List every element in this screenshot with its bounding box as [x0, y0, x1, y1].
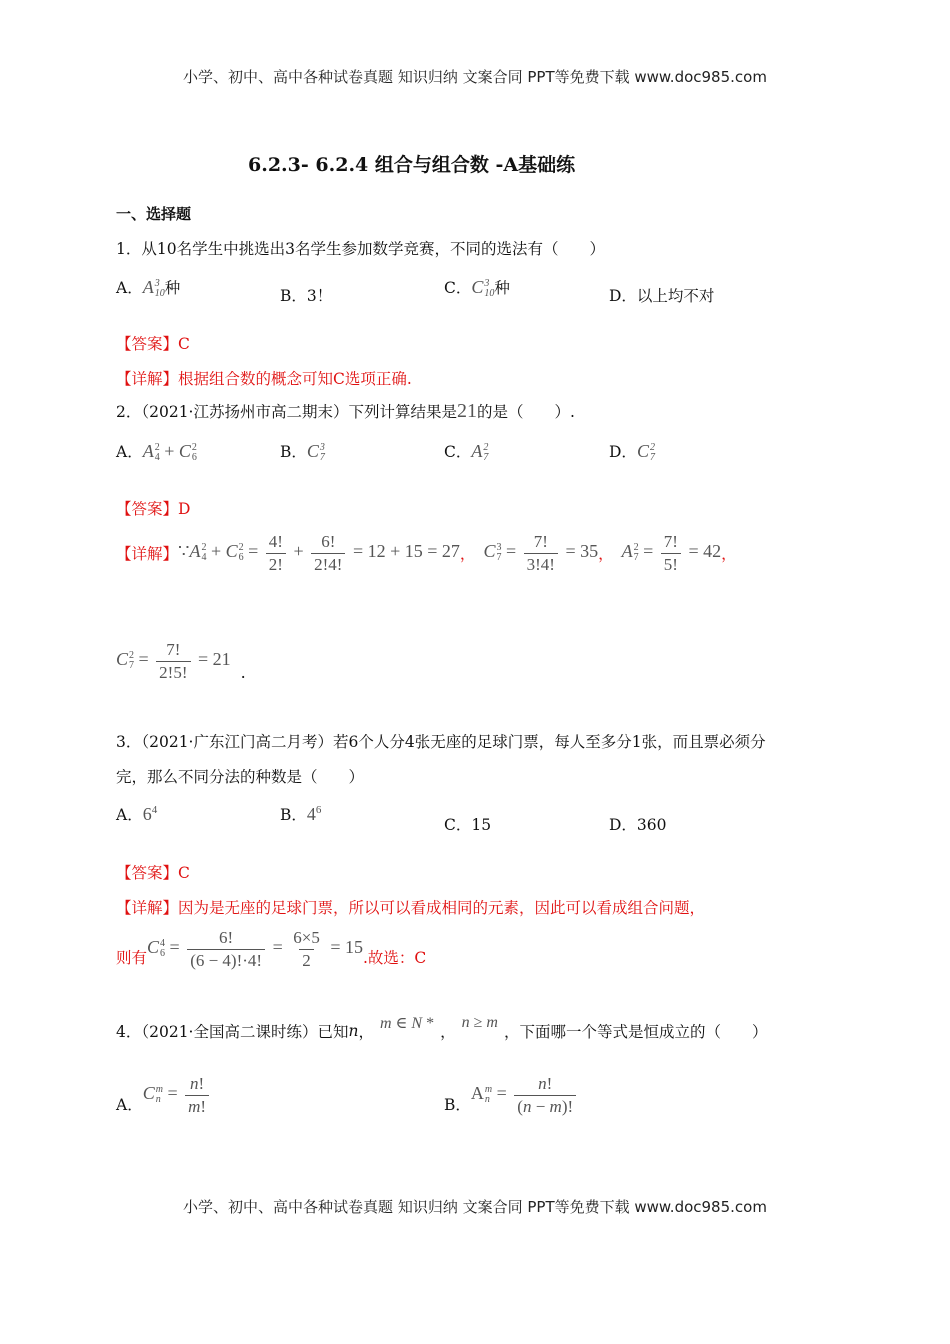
page-header: 小学、初中、高中各种试卷真题 知识归纳 文案合同 PPT等免费下载 www.doc985.com — [183, 68, 767, 86]
q2-comma-1: ， — [459, 545, 476, 564]
question-3-stem-line-2: 完，那么不同分法的种数是（ ） — [116, 768, 365, 786]
q1-option-c — [444, 276, 510, 299]
page-footer: 小学、初中、高中各种试卷真题 知识归纳 文案合同 PPT等免费下载 www.doc985.com — [183, 1198, 767, 1216]
q2-option-a — [116, 440, 197, 463]
q2-option-c-label: C． — [444, 443, 472, 461]
q3-option-d: D．360 — [609, 816, 667, 834]
question-3-stem-line-1: 3．（2021·广东江门高二月考）若6个人分4张无座的足球门票，每人至多分1张，而且票必须分 — [116, 733, 766, 751]
q1-answer: 【答案】C — [116, 335, 190, 353]
q1-option-a-suffix: 种 — [164, 279, 181, 297]
q2-explanation — [116, 532, 737, 574]
q3-option-a — [116, 803, 157, 825]
q1-explanation: 【详解】根据组合数的概念可知C选项正确. — [116, 370, 412, 388]
q2-stem-post: 的是（ ）. — [477, 403, 575, 421]
q2-option-c — [444, 440, 488, 463]
q4-option-a — [116, 1074, 212, 1116]
q4-option-b-label: B． — [444, 1096, 471, 1115]
q2-answer: 【答案】D — [116, 500, 191, 518]
q3-option-b-math: $4^6$ — [306, 804, 322, 824]
q1-option-c-label: C． — [444, 279, 472, 297]
q2-formula-4: C 2 7 = $\frac{7!}{2!5!}$ = 21 — [116, 640, 231, 682]
q3-answer: 【答案】C — [116, 864, 190, 882]
q2-formula-1: ∵A 2 4 + C 2 6 = $\frac{4!}{2!}$ + $\frac{6!}{2!4!}$ = 12 + 15 = 27 — [178, 532, 460, 574]
q2-stem-pre: 2．（2021·江苏扬州市高二期末）下列计算结果是 — [116, 403, 457, 421]
q2-option-c-math: A 2 7 — [471, 441, 489, 463]
q2-formula-2: C 3 7 = $\frac{7!}{3!4!}$ = 35 — [483, 532, 599, 574]
q1-option-a-label: A． — [116, 279, 143, 297]
q4-condition-1: m ∈ N * — [380, 1015, 435, 1032]
q1-option-a — [116, 276, 180, 299]
q4-option-a-label: A． — [116, 1096, 143, 1115]
q3-formula-line — [116, 928, 426, 970]
document-title: 6.2.3- 6.2.4 组合与组合数 -A基础练 — [248, 154, 576, 176]
q3-option-c: C．15 — [444, 816, 492, 834]
q2-option-b-label: B． — [280, 443, 307, 461]
q3-formula: C 4 6 = $\frac{6!}{(6 - 4)!\cdot 4!}$ = $\frac{6\times 5}{2}$ = 15 — [147, 928, 363, 970]
q2-formula-line-2 — [116, 640, 246, 682]
q1-option-c-math: C 3 10 — [471, 277, 495, 299]
q4-option-b-math: A m n = $\frac{n!}{(n - m)!}$ — [471, 1074, 579, 1116]
q2-option-d-label: D． — [609, 443, 637, 461]
question-4-stem — [116, 1014, 768, 1042]
q4-stem-comma: ， — [358, 1023, 374, 1041]
q2-option-b-math: C 3 7 — [306, 441, 325, 463]
q3-option-a-label: A． — [116, 806, 143, 824]
q2-option-d-math: C 2 7 — [636, 441, 655, 463]
q1-option-d: D．以上均不对 — [609, 287, 715, 305]
q2-comma-3: ， — [721, 545, 737, 564]
q4-stem-n: n — [348, 1022, 359, 1040]
question-2-stem — [116, 400, 575, 423]
q3-then-label: 则有 — [116, 949, 148, 968]
q1-option-a-math: A 3 10 — [142, 277, 165, 299]
q3-option-b — [280, 803, 321, 825]
q3-conclusion: .故选：C — [363, 949, 427, 968]
q2-explanation-label: 【详解】 — [116, 545, 179, 564]
q4-option-a-math: C m n = $\frac{n!}{m!}$ — [143, 1074, 212, 1116]
q4-condition-2: n ≥ m — [461, 1014, 498, 1031]
question-1-stem: 1．从10名学生中挑选出3名学生参加数学竞赛，不同的选法有（ ） — [116, 240, 605, 258]
q3-option-b-label: B． — [280, 806, 307, 824]
q4-stem-pre: 4．（2021·全国高二课时练）已知 — [116, 1023, 349, 1041]
q2-formula-3: A 2 7 = $\frac{7!}{5!}$ = 42 — [621, 532, 722, 574]
q4-stem-post: ，下面哪一个等式是恒成立的（ ） — [503, 1023, 768, 1041]
section-heading: 一、选择题 — [116, 205, 192, 223]
q2-option-a-math: A 2 4 + C 2 6 — [142, 441, 197, 463]
q4-stem-comma-2: ， — [440, 1023, 456, 1041]
q2-option-a-label: A． — [116, 443, 143, 461]
q4-option-b — [444, 1074, 579, 1116]
q2-period: . — [240, 662, 246, 682]
q2-option-b — [280, 440, 325, 463]
q3-option-a-math: $6^4$ — [142, 804, 158, 824]
q1-option-c-suffix: 种 — [494, 279, 510, 297]
q2-stem-number: 21 — [457, 400, 477, 422]
q3-explanation: 【详解】因为是无座的足球门票，所以可以看成相同的元素，因此可以看成组合问题， — [116, 899, 706, 917]
q2-option-d — [609, 440, 655, 463]
q2-comma-2: ， — [598, 545, 614, 564]
q1-option-b: B．3！ — [280, 287, 333, 305]
